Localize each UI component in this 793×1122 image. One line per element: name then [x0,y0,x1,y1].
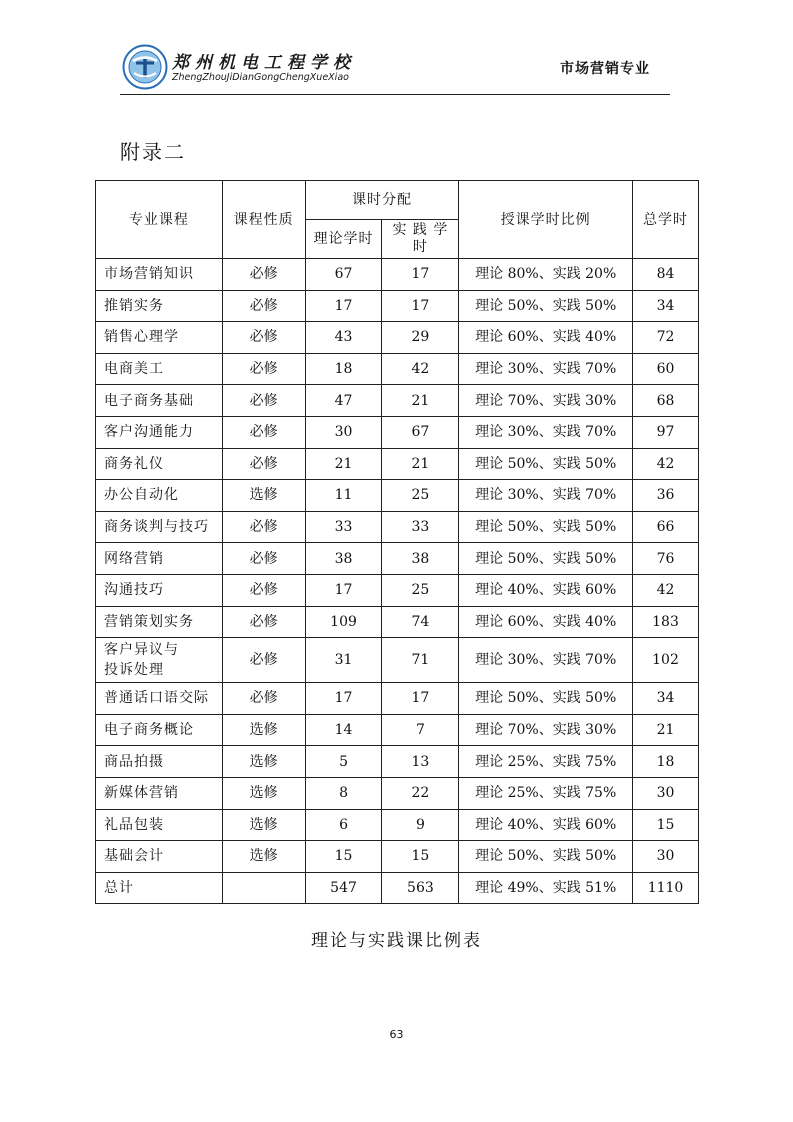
cell-total: 21 [633,714,699,746]
cell-course [96,638,223,683]
cell-theory: 67 [305,259,382,291]
cell-nature: 必修 [222,353,305,385]
cell-ratio: 理论 30%、实践 70% [459,416,633,448]
cell-practice: 25 [382,480,459,512]
cell-course: 沟通技巧 [96,574,223,606]
cell-practice: 29 [382,322,459,354]
table-row [96,290,699,322]
table-row [96,448,699,480]
cell-total: 1110 [633,872,699,904]
cell-total: 76 [633,543,699,575]
cell-total: 66 [633,511,699,543]
table-row [96,511,699,543]
cell-ratio: 理论 50%、实践 50% [459,683,633,715]
cell-total: 34 [633,683,699,715]
cell-theory: 31 [305,638,382,683]
table-row [96,353,699,385]
cell-total: 30 [633,841,699,873]
cell-nature: 选修 [222,841,305,873]
cell-ratio: 理论 50%、实践 50% [459,448,633,480]
major-name: 市场营销专业 [560,61,650,77]
header-nature: 课程性质 [222,181,305,259]
header-divider [120,94,670,95]
cell-theory: 38 [305,543,382,575]
table-row [96,385,699,417]
school-logo-icon [122,44,168,90]
cell-theory: 6 [305,809,382,841]
cell-practice: 21 [382,448,459,480]
table-caption: 理论与实践课比例表 [311,931,482,951]
cell-theory: 18 [305,353,382,385]
cell-course: 电商美工 [96,353,223,385]
header-hours-group: 课时分配 [305,181,459,220]
cell-nature: 必修 [222,259,305,291]
cell-course: 办公自动化 [96,480,223,512]
cell-course: 商务礼仪 [96,448,223,480]
table-row [96,809,699,841]
cell-nature: 必修 [222,385,305,417]
cell-total: 42 [633,574,699,606]
cell-total: 102 [633,638,699,683]
cell-theory: 14 [305,714,382,746]
cell-ratio: 理论 25%、实践 75% [459,746,633,778]
cell-ratio: 理论 80%、实践 20% [459,259,633,291]
cell-total: 84 [633,259,699,291]
cell-practice: 67 [382,416,459,448]
cell-course: 推销实务 [96,290,223,322]
cell-total: 72 [633,322,699,354]
cell-theory: 17 [305,683,382,715]
cell-ratio: 理论 50%、实践 50% [459,543,633,575]
school-pinyin: ZhengZhouJiDianGongChengXueXiao [172,72,349,83]
cell-ratio: 理论 40%、实践 60% [459,809,633,841]
cell-course: 销售心理学 [96,322,223,354]
table-row [96,841,699,873]
table-row [96,416,699,448]
cell-practice: 17 [382,290,459,322]
cell-ratio: 理论 70%、实践 30% [459,385,633,417]
cell-course: 网络营销 [96,543,223,575]
cell-theory: 5 [305,746,382,778]
cell-total: 15 [633,809,699,841]
header-course: 专业课程 [96,181,223,259]
table-row [96,714,699,746]
cell-total: 42 [633,448,699,480]
table-total-row [96,872,699,904]
cell-theory: 33 [305,511,382,543]
cell-ratio: 理论 30%、实践 70% [459,480,633,512]
cell-ratio: 理论 60%、实践 40% [459,606,633,638]
cell-practice: 7 [382,714,459,746]
table-row [96,543,699,575]
cell-theory: 43 [305,322,382,354]
cell-nature: 必修 [222,511,305,543]
appendix-title: 附录二 [120,140,186,164]
cell-total: 97 [633,416,699,448]
table-row [96,574,699,606]
cell-practice: 563 [382,872,459,904]
cell-total: 183 [633,606,699,638]
cell-ratio: 理论 60%、实践 40% [459,322,633,354]
cell-nature: 必修 [222,543,305,575]
cell-practice: 71 [382,638,459,683]
cell-theory: 17 [305,290,382,322]
cell-course-line1: 客户异议与 [104,642,179,659]
cell-nature: 必修 [222,683,305,715]
cell-course-line2: 投诉处理 [104,662,164,679]
table-row [96,480,699,512]
cell-practice: 74 [382,606,459,638]
table-row [96,683,699,715]
cell-nature: 必修 [222,638,305,683]
cell-practice: 38 [382,543,459,575]
cell-nature: 必修 [222,448,305,480]
table-row [96,322,699,354]
cell-ratio: 理论 50%、实践 50% [459,841,633,873]
cell-theory: 11 [305,480,382,512]
table-row [96,259,699,291]
cell-ratio: 理论 49%、实践 51% [459,872,633,904]
cell-practice: 21 [382,385,459,417]
cell-theory: 21 [305,448,382,480]
cell-course: 商品拍摄 [96,746,223,778]
header-total: 总学时 [633,181,699,259]
header-practice: 实 践 学 时 [382,220,459,259]
cell-total: 30 [633,777,699,809]
cell-nature: 必修 [222,416,305,448]
cell-practice: 17 [382,683,459,715]
cell-practice: 13 [382,746,459,778]
cell-course: 电子商务基础 [96,385,223,417]
cell-course: 礼品包装 [96,809,223,841]
cell-course: 基础会计 [96,841,223,873]
cell-course: 商务谈判与技巧 [96,511,223,543]
cell-course: 电子商务概论 [96,714,223,746]
table-row [96,746,699,778]
cell-total: 18 [633,746,699,778]
cell-theory: 30 [305,416,382,448]
cell-total: 60 [633,353,699,385]
cell-nature: 选修 [222,777,305,809]
cell-total-label: 总计 [96,872,223,904]
cell-theory: 109 [305,606,382,638]
cell-nature: 选修 [222,809,305,841]
cell-nature [222,872,305,904]
table-row [96,606,699,638]
cell-ratio: 理论 30%、实践 70% [459,638,633,683]
cell-theory: 547 [305,872,382,904]
cell-theory: 15 [305,841,382,873]
cell-theory: 8 [305,777,382,809]
cell-practice: 17 [382,259,459,291]
cell-practice: 15 [382,841,459,873]
school-name: 郑州机电工程学校 [172,53,356,73]
course-hours-table [95,180,699,904]
cell-practice: 33 [382,511,459,543]
page-number: 63 [389,1028,404,1041]
cell-nature: 选修 [222,480,305,512]
cell-course: 新媒体营销 [96,777,223,809]
cell-practice: 42 [382,353,459,385]
cell-practice: 22 [382,777,459,809]
cell-nature: 必修 [222,290,305,322]
cell-nature: 必修 [222,606,305,638]
cell-total: 68 [633,385,699,417]
cell-ratio: 理论 50%、实践 50% [459,290,633,322]
cell-course: 市场营销知识 [96,259,223,291]
header-theory: 理论学时 [305,220,382,259]
table-row [96,777,699,809]
cell-total: 36 [633,480,699,512]
cell-nature: 必修 [222,574,305,606]
cell-theory: 17 [305,574,382,606]
header-ratio: 授课学时比例 [459,181,633,259]
cell-nature: 选修 [222,746,305,778]
cell-ratio: 理论 40%、实践 60% [459,574,633,606]
cell-ratio: 理论 25%、实践 75% [459,777,633,809]
page-header [120,40,670,96]
cell-total: 34 [633,290,699,322]
cell-theory: 47 [305,385,382,417]
table-row [96,638,699,683]
cell-practice: 9 [382,809,459,841]
cell-ratio: 理论 30%、实践 70% [459,353,633,385]
cell-ratio: 理论 50%、实践 50% [459,511,633,543]
cell-practice: 25 [382,574,459,606]
cell-ratio: 理论 70%、实践 30% [459,714,633,746]
cell-nature: 选修 [222,714,305,746]
cell-course: 营销策划实务 [96,606,223,638]
cell-nature: 必修 [222,322,305,354]
cell-course: 客户沟通能力 [96,416,223,448]
cell-course: 普通话口语交际 [96,683,223,715]
